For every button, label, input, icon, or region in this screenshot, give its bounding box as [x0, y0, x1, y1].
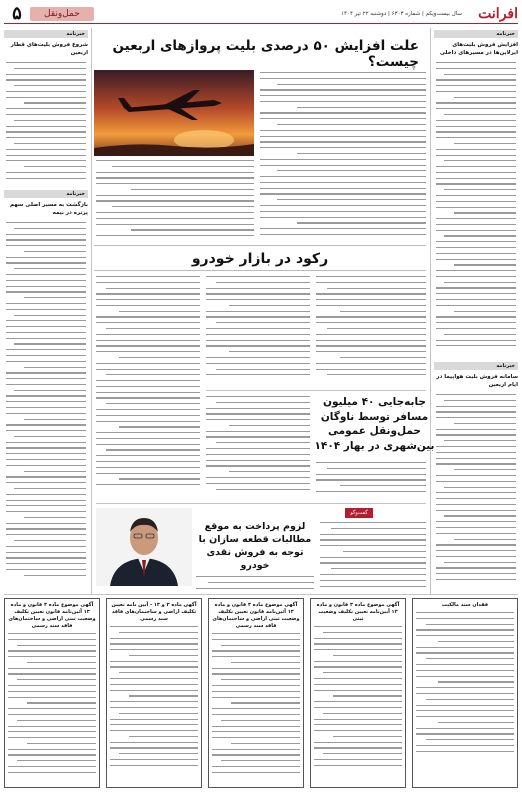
airplane-photo [94, 70, 254, 156]
interview-headline: لزوم پرداخت به موقع مطالبات قطعه سازان با توجه به فروش نقدی خودرو [198, 521, 312, 571]
section-label: حمل‌و‌نقل [30, 7, 94, 21]
interview-text [320, 522, 426, 592]
legal-notice-2 [106, 598, 202, 788]
main-article-text-2 [96, 160, 254, 244]
column-rule [91, 28, 92, 594]
left-text-1 [6, 62, 86, 182]
legal-notice-heading: آگهی موضوع ماده ۳ قانون و ماده ۱۳ آئین‌نامه قانون تعیین تکلیف وضعیت ثبتی اراضی و ساختمان‌های فاقد سند رسمی [8, 602, 96, 629]
feature-text [316, 462, 426, 502]
newspaper-logo: افرانت [478, 5, 518, 22]
left-title-1: شروع فروش بلیت‌های قطار اربعین [10, 42, 88, 56]
main-headline: علت افزایش ۵۰ درصدی بلیت پروازهای اربعین چیست؟ [112, 38, 419, 70]
auto-article-col-4 [206, 396, 310, 500]
legal-notice-4 [310, 598, 406, 788]
legal-notice-heading: آگهی موضوع ماده ۳ قانون و ماده ۱۳ آیین‌نامه تعیین تکلیف وضعیت ثبتی [316, 602, 400, 622]
right-text-2 [436, 394, 516, 594]
legal-notice-heading: آگهی موضوع ماده ۳ قانون و ماده ۱۳ آئین‌نامه قانون تعیین تکلیف وضعیت ثبتی اراضی و ساختمان‌های فاقد سند رسمی [212, 602, 300, 629]
right-title-1: افزایش فروش بلیت‌های ایرلاین‌ها در مسیرهای داخلی [439, 42, 518, 56]
column-rule [430, 28, 431, 594]
interview-label: گفت‌وگو [345, 508, 373, 518]
legal-notice-1 [4, 598, 100, 788]
auto-article-col-3 [316, 276, 426, 386]
interview-intro [196, 576, 314, 594]
legal-notice-heading: فقدان سند مالکیت [441, 602, 489, 608]
right-title-2: سامانه فروش بلیت هواپیما در ایام اربعین [436, 374, 518, 388]
issue-info: سال بیست‌ویکم | شماره ۶۳۰۳ | دوشنبه ۲۲ تیر ۱۴۰۴ [341, 10, 462, 17]
section-rule [206, 390, 426, 391]
legal-notice-3 [208, 598, 304, 788]
legal-notice-5 [412, 598, 518, 788]
legal-notice-heading: آگهی ماده ۳ و ۱۳ - آیین نامه تعیین تکلیف اراضی و ساختمان‌های فاقد سند رسمی [111, 602, 197, 622]
section-headline: رکود در بازار خودرو [94, 245, 426, 271]
left-kicker-1: خبرنامه [4, 30, 88, 38]
right-kicker-1: خبرنامه [434, 30, 518, 38]
ads-rule [4, 594, 518, 595]
page-number: ۵ [12, 3, 22, 24]
left-kicker-2: خبرنامه [4, 190, 88, 198]
right-text-1 [436, 62, 516, 356]
auto-article-col-1 [96, 276, 200, 498]
left-text-2 [6, 222, 86, 594]
right-kicker-2: خبرنامه [434, 362, 518, 370]
page-header [4, 4, 518, 24]
left-title-2: بازگشت به مسیر اصلی سهم پرتره در نیمه [9, 202, 88, 216]
section-rule [96, 503, 426, 504]
feature-headline: جابه‌جایی ۴۰ میلیون مسافر توسط ناوگان حمل‌و‌نقل عمومی بین‌شهری در بهار ۱۴۰۴ [314, 396, 435, 452]
auto-article-col-2 [206, 276, 310, 386]
main-article-text [260, 72, 426, 244]
interviewee-photo [96, 508, 192, 586]
